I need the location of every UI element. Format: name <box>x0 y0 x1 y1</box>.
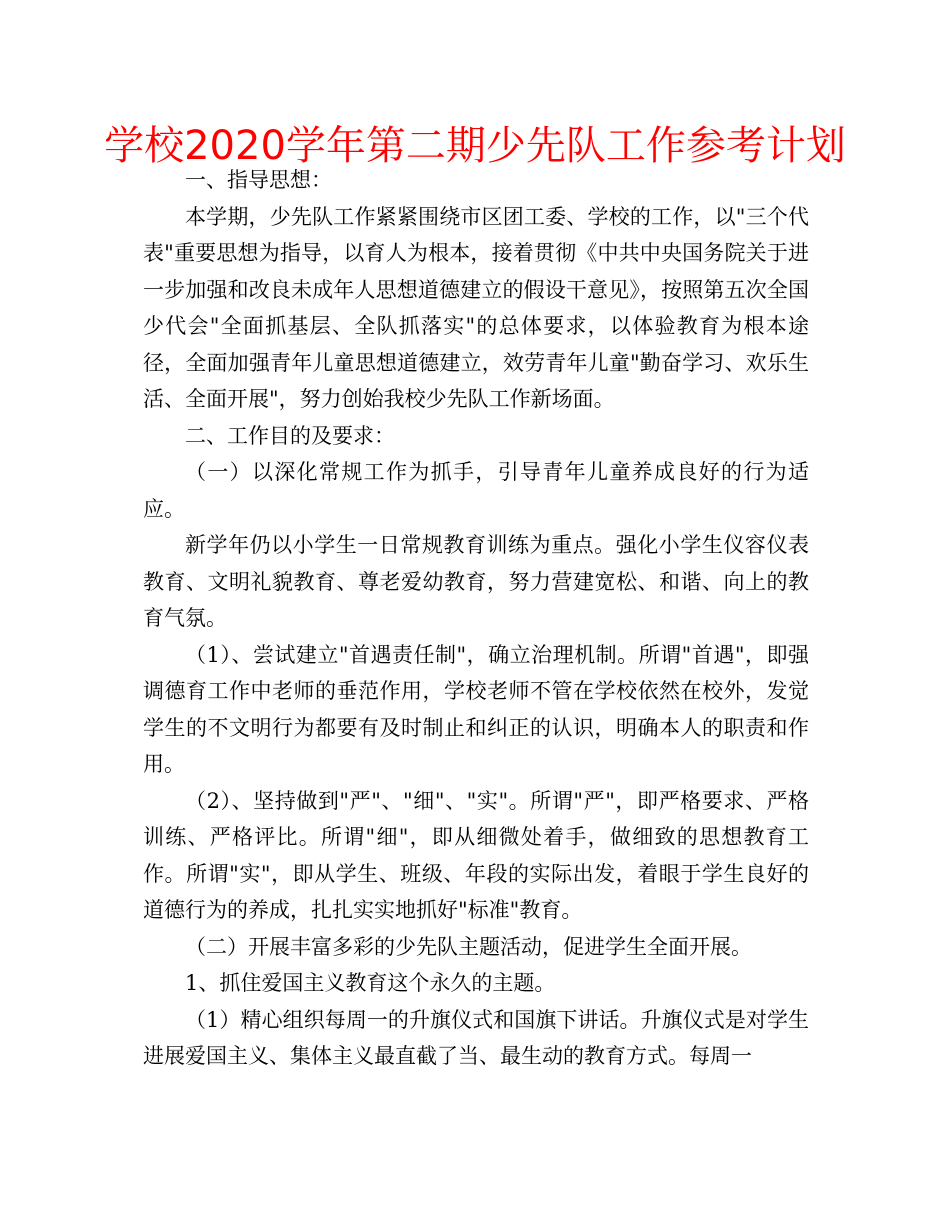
subheading-theme-activities: （二）开展丰富多彩的少先队主题活动，促进学生全面开展。 <box>185 934 752 959</box>
heading-work-goals: 二、工作目的及要求： <box>185 423 395 448</box>
paragraph-strict-detailed-solid: （2）、坚持做到"严"、"细"、"实"。所谓"严"，即严格要求、严格训练、严格评比。所谓"细"，即从细微处着手，做细致的思想教育工作。所谓"实"，即从学生、班级、年段的实际出发，着眼于学生良好的道德行为的养成，扎扎实实地抓好"标准"教育。 <box>143 788 809 922</box>
subheading-routine-work: （一）以深化常规工作为抓手，引导青年儿童养成良好的行为适应。 <box>143 460 809 521</box>
document-body <box>143 162 809 1075</box>
paragraph-first-encounter: （1）、尝试建立"首遇责任制"，确立治理机制。所谓"首遇"，即强调德育工作中老师的垂范作用，学校老师不管在学校依然在校外，发觉学生的不文明行为都要有及时制止和纠正的认识，明确本人的职责和作用。 <box>143 642 809 776</box>
paragraph-semester-overview: 本学期，少先队工作紧紧围绕市区团工委、学校的工作，以"三个代表"重要思想为指导，以育人为根本，接着贯彻《中共中央国务院关于进一步加强和改良未成年人思想道德建立的假设干意见》，按照第五次全国少代会"全面抓基层、全队抓落实"的总体要求，以体验教育为根本途径，全面加强青年儿童思想道德建立，效劳青年儿童"勤奋学习、欢乐生活、全面开展"，努力创始我校少先队工作新场面。 <box>143 204 809 411</box>
heading-guiding-ideology: 一、指导思想： <box>185 168 332 192</box>
item-patriotic-education: 1、抓住爱国主义教育这个永久的主题。 <box>185 971 556 995</box>
paragraph-flag-raising: （1）精心组织每周一的升旗仪式和国旗下讲话。升旗仪式是对学生进展爱国主义、集体主义最直截了当、最生动的教育方式。每周一 <box>143 1007 809 1068</box>
document-title: 学校2020学年第二期少先队工作参考计划 <box>104 123 846 169</box>
paragraph-daily-routine: 新学年仍以小学生一日常规教育训练为重点。强化小学生仪容仪表教育、文明礼貌教育、尊老爱幼教育，努力营建宽松、和谐、向上的教育气氛。 <box>143 533 809 630</box>
